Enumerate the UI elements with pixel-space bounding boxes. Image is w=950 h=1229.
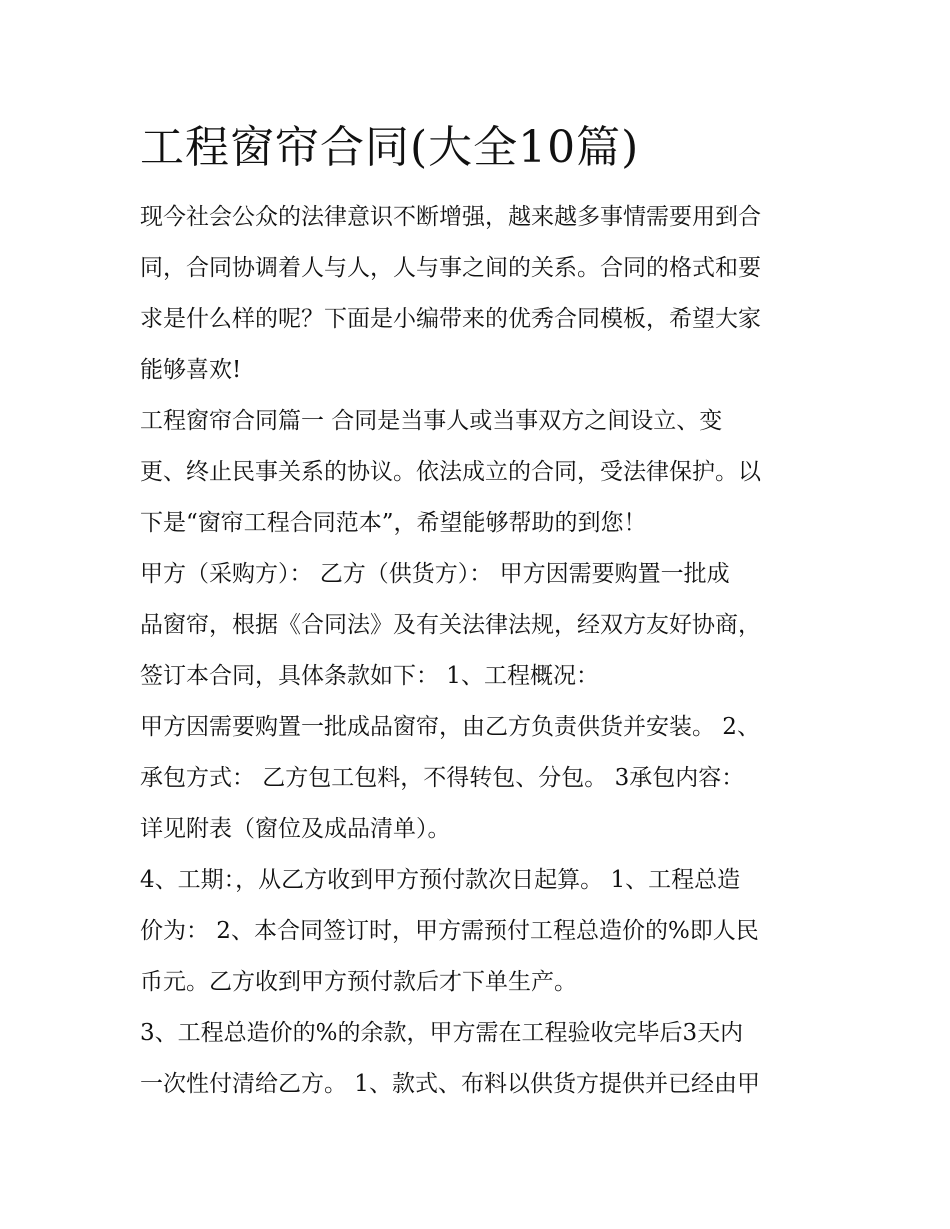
text-line: 4、工期：，从乙方收到甲方预付款次日起算。 1、工程总造 — [140, 867, 741, 893]
text-line: 甲方因需要购置一批成品窗帘，由乙方负责供货并安装。 2、 — [140, 714, 760, 740]
paragraph-parties — [140, 549, 820, 702]
text-line: 一次性付清给乙方。 1、款式、布料以供货方提供并已经由甲 — [140, 1071, 760, 1097]
text-line: 价为： 2、本合同签订时，甲方需预付工程总造价的%即人民 — [140, 918, 759, 944]
text-line: 承包方式： 乙方包工包料，不得转包、分包。 3承包内容： — [140, 765, 745, 791]
paragraph-payment — [140, 1008, 820, 1110]
text-line: 甲方（采购方）： 乙方（供货方）： 甲方因需要购置一批成 — [140, 561, 730, 587]
text-line: 币元。乙方收到甲方预付款后才下单生产。 — [140, 969, 577, 995]
text-line: 下是“窗帘工程合同范本”，希望能够帮助的到您！ — [140, 510, 647, 536]
text-line: 更、终止民事关系的协议。依法成立的合同，受法律保护。以 — [140, 459, 761, 485]
text-line: 同，合同协调着人与人，人与事之间的关系。合同的格式和要 — [140, 255, 761, 281]
paragraph-intro — [140, 192, 820, 396]
document-page — [140, 112, 820, 1110]
text-line: 能够喜欢! — [140, 357, 242, 383]
paragraph-schedule-price — [140, 855, 820, 1008]
text-line: 求是什么样的呢？下面是小编带来的优秀合同模板，希望大家 — [140, 306, 761, 332]
paragraph-contract-one — [140, 396, 820, 549]
paragraph-scope — [140, 702, 820, 855]
text-line: 3、工程总造价的%的余款，甲方需在工程验收完毕后3天内 — [140, 1020, 744, 1046]
document-title: 工程窗帘合同(大全10篇) — [140, 122, 640, 173]
text-line: 现今社会公众的法律意识不断增强，越来越多事情需要用到合 — [140, 204, 761, 230]
text-line: 签订本合同，具体条款如下： 1、工程概况： — [140, 663, 599, 689]
text-line: 品窗帘，根据《合同法》及有关法律法规，经双方友好协商， — [140, 612, 761, 638]
text-line: 详见附表（窗位及成品清单）。 — [140, 816, 451, 842]
text-line: 工程窗帘合同篇一 合同是当事人或当事双方之间设立、变 — [140, 408, 723, 434]
